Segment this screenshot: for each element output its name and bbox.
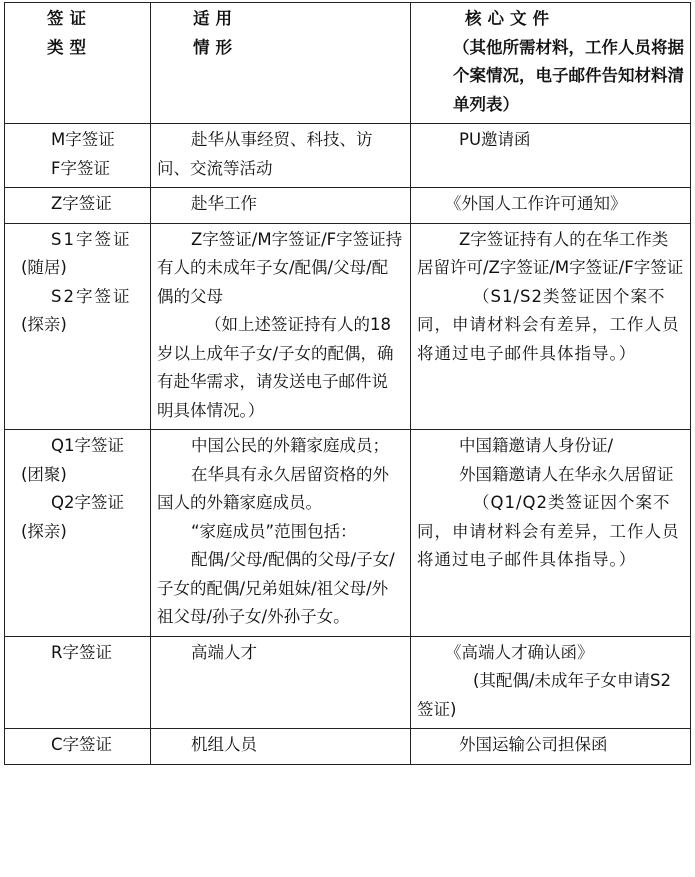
- situation-text: 机组人员: [191, 735, 257, 754]
- situation-cell: [151, 729, 411, 765]
- header-core-documents-note: （其他所需材料，工作人员将据个案情况，电子邮件告知材料清单列表）: [453, 37, 684, 114]
- documents-text: PU邀请函: [459, 130, 531, 149]
- documents-text: 中国籍邀请人身份证/: [459, 436, 614, 455]
- documents-cell: [411, 636, 691, 729]
- situation-text: 中国公民的外籍家庭成员；: [191, 436, 389, 455]
- documents-text: 《高端人才确认函》: [445, 642, 594, 662]
- visa-type-line: (探亲): [21, 315, 67, 334]
- documents-cell: [411, 223, 691, 430]
- visa-type-line: Q1字签证: [51, 436, 124, 455]
- header-situation-line1: 适用: [193, 9, 238, 28]
- visa-type-cell: [5, 430, 151, 637]
- header-core-documents-title: 核心文件: [465, 9, 555, 28]
- header-visa-type: [5, 3, 151, 124]
- visa-type-cell: [5, 188, 151, 224]
- visa-type-line: Q2字签证: [51, 493, 124, 512]
- visa-type-line: (探亲): [21, 521, 67, 541]
- documents-cell: [411, 188, 691, 224]
- visa-type-line: C字签证: [51, 735, 113, 754]
- visa-type-line: S2字签证: [51, 286, 132, 306]
- situation-text: Z字签证/M字签证/F字签证持有人的未成年子女/配偶/父母/配偶的父母: [157, 229, 403, 306]
- visa-type-line: (随居): [21, 258, 67, 277]
- documents-text: Z字签证持有人的在华工作类居留许可/Z字签证/M字签证/F字签证: [417, 229, 684, 277]
- header-visa-type-line1: 签证: [47, 9, 92, 28]
- visa-type-line: R字签证: [51, 642, 112, 662]
- visa-type-line: (团聚): [21, 464, 67, 484]
- documents-text: 外国运输公司担保函: [459, 735, 608, 754]
- table-row: [5, 729, 691, 765]
- header-core-documents: [411, 3, 691, 124]
- table-row: [5, 430, 691, 637]
- table-row: [5, 188, 691, 224]
- situation-text: 在华具有永久居留资格的外国人的外籍家庭成员。: [157, 464, 389, 512]
- visa-type-cell: [5, 636, 151, 729]
- situation-note: （如上述签证持有人的18岁以上成年子女/子女的配偶，确有赴华需求，请发送电子邮件说明具体情况。）: [157, 315, 394, 420]
- situation-cell: [151, 430, 411, 637]
- situation-text: 高端人才: [191, 642, 257, 662]
- documents-note: （Q1/Q2类签证因个案不同，申请材料会有差异，工作人员将通过电子邮件具体指导。）: [417, 493, 680, 569]
- visa-type-line: M字签证: [51, 130, 115, 149]
- documents-text: 外国籍邀请人在华永久居留证: [459, 464, 674, 484]
- header-situation: [151, 3, 411, 124]
- table-row: [5, 636, 691, 729]
- table-row: [5, 124, 691, 188]
- table-header-row: [5, 3, 691, 124]
- header-visa-type-line2: 类型: [47, 37, 92, 57]
- situation-cell: [151, 636, 411, 729]
- documents-cell: [411, 124, 691, 188]
- documents-note: (其配偶/未成年子女申请S2签证): [417, 671, 671, 719]
- documents-cell: [411, 729, 691, 765]
- documents-cell: [411, 430, 691, 637]
- table-row: [5, 223, 691, 430]
- visa-type-cell: [5, 124, 151, 188]
- situation-cell: [151, 124, 411, 188]
- visa-type-cell: [5, 223, 151, 430]
- visa-type-line: Z字签证: [51, 194, 112, 213]
- visa-type-cell: [5, 729, 151, 765]
- header-situation-line2: 情形: [193, 37, 238, 57]
- visa-type-line: F字签证: [51, 158, 110, 178]
- situation-cell: [151, 188, 411, 224]
- situation-text: 赴华从事经贸、科技、访问、交流等活动: [157, 130, 373, 178]
- situation-cell: [151, 223, 411, 430]
- documents-text: 《外国人工作许可通知》: [445, 194, 627, 213]
- documents-note: （S1/S2类签证因个案不同，申请材料会有差异，工作人员将通过电子邮件具体指导。）: [417, 286, 680, 363]
- situation-text: 配偶/父母/配偶的父母/子女/子女的配偶/兄弟姐妹/祖父母/外祖父母/孙子女/外孙子女。: [157, 550, 395, 626]
- situation-text: 赴华工作: [191, 194, 257, 213]
- situation-text: “家庭成员”范围包括：: [191, 521, 357, 541]
- visa-table: [4, 2, 691, 765]
- visa-type-line: S1字签证: [51, 229, 132, 249]
